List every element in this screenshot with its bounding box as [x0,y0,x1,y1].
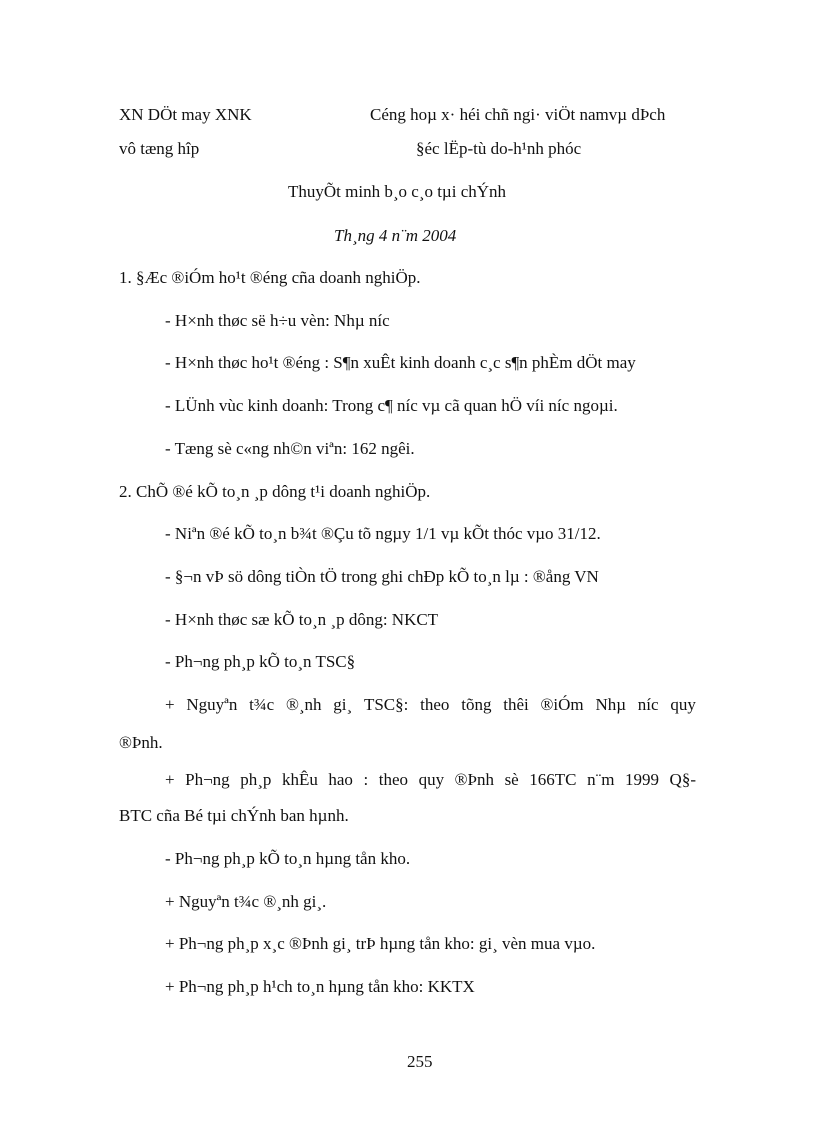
word: : [363,770,369,789]
section-2-item: - Ph¬ng ph¸p kÕ to¸n TSC§ [165,652,356,671]
word: khÊu [281,770,318,789]
section-2-item: - H×nh thøc sæ kÕ to¸n ¸p dông: NKCT [165,610,439,629]
word: thêi [503,695,529,714]
word: + [165,695,175,714]
word: quy [670,695,696,714]
word: theo [420,695,450,714]
word: TSC§: [363,695,409,714]
word: Nguyªn [186,695,238,714]
word: ®¸nh [285,695,322,714]
section-2-inventory-item: + Ph¬ng ph¸p h¹ch to¸n hµng tån kho: KKTX [165,977,475,996]
word: t¾c [249,695,275,714]
word: Ph¬ng [185,770,230,789]
header-motto-line2: §éc lËp-tù do-h¹nh phóc [416,139,582,158]
word: tõng [461,695,492,714]
header-org-line1: XN DÖt may XNK [119,105,252,124]
document-title: ThuyÕt minh b¸o c¸o tµi chÝnh [288,182,507,201]
paragraph-asset-valuation-cont: ®Þnh. [119,733,163,752]
section-1-item: - H×nh thøc ho¹t ®éng : S¶n xuÊt kinh doanh c¸c s¶n phÈm dÖt may [165,353,636,372]
section-2-inventory-item: - Ph¬ng ph¸p kÕ to¸n hµng tån kho. [165,849,411,868]
word: hao [328,770,353,789]
section-1-heading: 1. §Æc ®iÓm ho¹t ®éng cña doanh nghiÖp. [119,268,421,287]
section-2-item: - §¬n vÞ sö dông tiÒn tÖ trong ghi chÐp kÕ to¸n lµ : ®ång VN [165,567,599,586]
word: 166TC [529,770,577,789]
word: ®iÓm [540,695,584,714]
document-date: Th¸ng 4 n¨m 2004 [334,226,457,245]
word: Nhµ [595,695,627,714]
word: ph¸p [240,770,272,789]
word: quy [418,770,445,789]
section-1-item: - H×nh thøc së h÷u vèn: Nhµ níc [165,311,390,330]
section-2-inventory-item: + Nguyªn t¾c ®¸nh gi¸. [165,892,327,911]
paragraph-depreciation-cont: BTC cña Bé tµi chÝnh ban hµnh. [119,806,349,825]
word: sè [504,770,519,789]
page-number: 255 [407,1052,433,1071]
word: ®Þnh [454,770,495,789]
section-2-item: - Niªn ®é kÕ to¸n b¾t ®Çu tõ ngµy 1/1 vµ kÕt thóc vµo 31/12. [165,524,601,543]
word: 1999 [625,770,659,789]
paragraph-depreciation [165,770,696,790]
section-2-inventory-item: + Ph¬ng ph¸p x¸c ®Þnh gi¸ trÞ hµng tån kho: gi¸ vèn mua vµo. [165,934,596,953]
header-org-line2: vô tæng hîp [119,139,200,158]
section-1-item: - Tæng sè c«ng nh©n viªn: 162 ngêi. [165,439,415,458]
word: Q§- [669,770,696,789]
word: níc [637,695,659,714]
header-motto-line1: Céng hoµ x· héi chñ ngi· viÖt namvµ dÞch [370,105,666,124]
word: gi¸ [333,695,353,714]
section-2-heading: 2. ChÕ ®é kÕ to¸n ¸p dông t¹i doanh nghiÖp. [119,482,431,501]
section-1-item: - LÜnh vùc kinh doanh: Trong c¶ níc vµ cã quan hÖ víi níc ngoµi. [165,396,618,415]
paragraph-asset-valuation [165,695,696,715]
word: n¨m [587,770,615,789]
word: + [165,770,175,789]
word: theo [378,770,409,789]
